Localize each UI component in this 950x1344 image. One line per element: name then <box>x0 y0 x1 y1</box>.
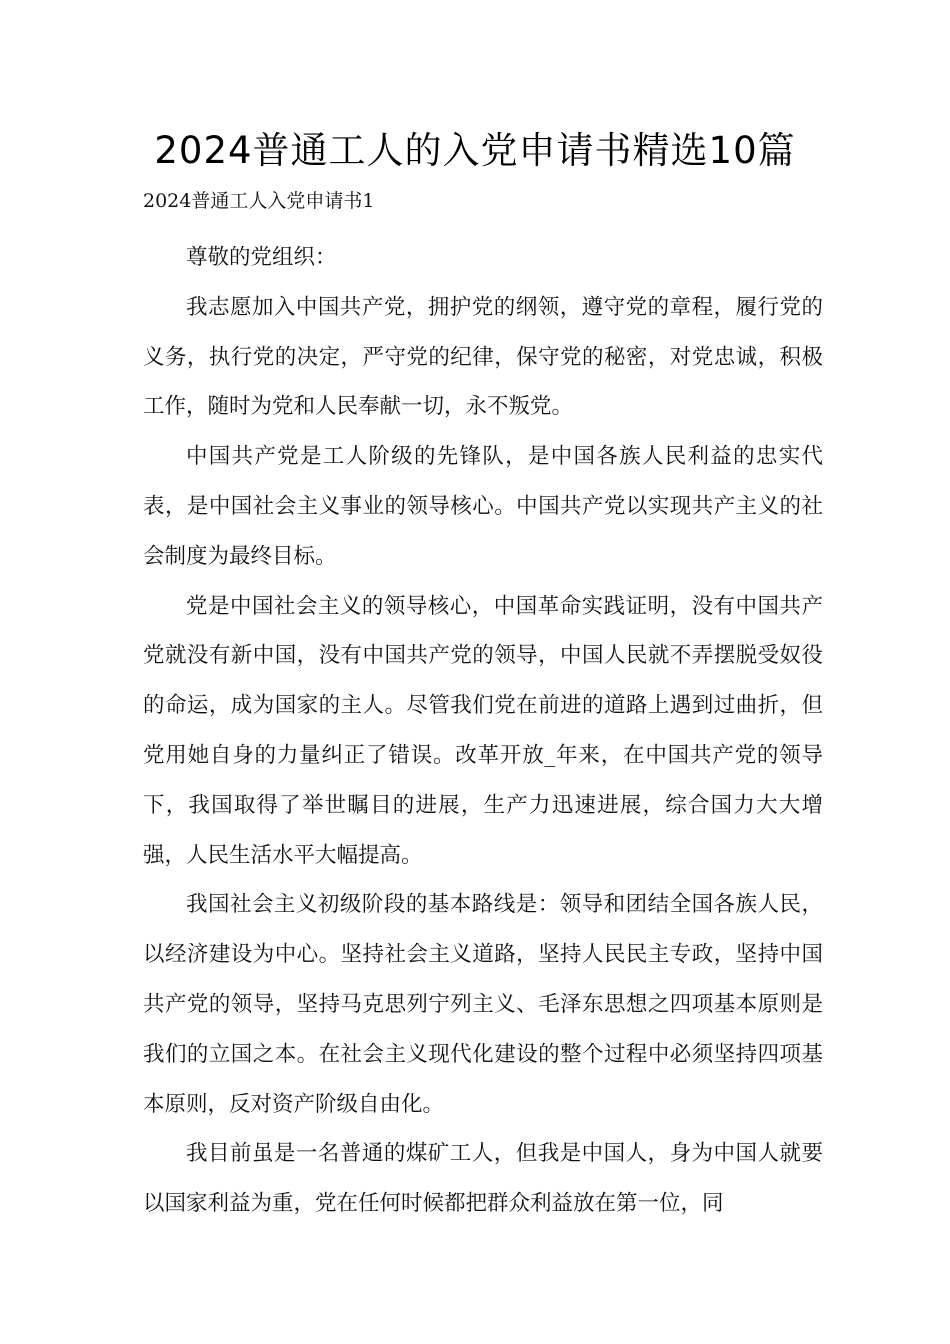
paragraph-2: 中国共产党是工人阶级的先锋队，是中国各族人民利益的忠实代表，是中国社会主义事业的领导核心。中国共产党以实现共产主义的社会制度为最终目标。 <box>143 444 823 569</box>
salutation: 尊敬的党组织： <box>186 245 337 270</box>
paragraph-5: 我目前虽是一名普通的煤矿工人，但我是中国人，身为中国人就要以国家利益为重，党在任何时候都把群众利益放在第一位，同 <box>143 1141 823 1217</box>
document-subtitle: 2024普通工人入党申请书1 <box>143 190 375 212</box>
paragraph-4: 我国社会主义初级阶段的基本路线是：领导和团结全国各族人民，以经济建设为中心。坚持社会主义道路，坚持人民民主专政，坚持中国共产党的领导，坚持马克思列宁列主义、毛泽东思想之四项基本原则是我们的立国之本。在社会主义现代化建设的整个过程中必须坚持四项基本原则，反对资产阶级自由化。 <box>143 892 823 1117</box>
document-body <box>143 233 823 1229</box>
paragraph-3: 党是中国社会主义的领导核心，中国革命实践证明，没有中国共产党就没有新中国，没有中国共产党的领导，中国人民就不弄摆脱受奴役的命运，成为国家的主人。尽管我们党在前进的道路上遇到过曲折，但党用她自身的力量纠正了错误。改革开放_年来，在中国共产党的领导下，我国取得了举世瞩目的进展，生产力迅速进展，综合国力大大增强，人民生活水平大幅提高。 <box>143 593 823 868</box>
paragraph-1: 我志愿加入中国共产党，拥护党的纲领，遵守党的章程，履行党的义务，执行党的决定，严守党的纪律，保守党的秘密，对党忠诚，积极工作，随时为党和人民奉献一切，永不叛党。 <box>143 294 823 420</box>
document-title: 2024普通工人的入党申请书精选10篇 <box>154 129 796 172</box>
